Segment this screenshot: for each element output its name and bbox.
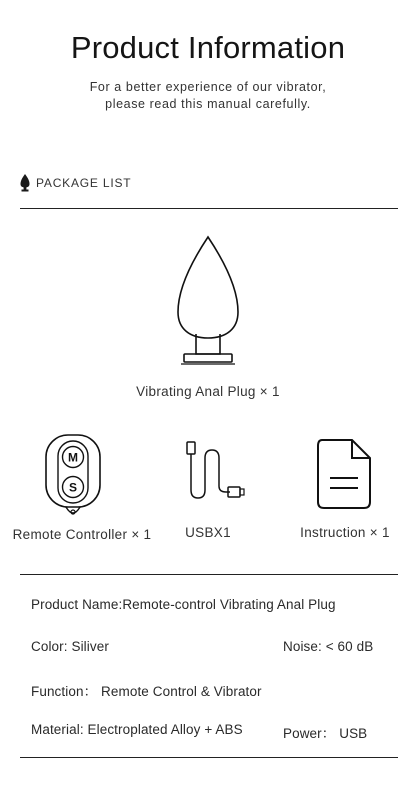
subtitle-line-1: For a better experience of our vibrator,	[89, 80, 327, 94]
spec-product-name: Product Name:Remote-control Vibrating Anal Plug	[31, 597, 336, 612]
divider-top	[20, 208, 398, 209]
divider-bottom	[20, 757, 398, 758]
remote-controller-illustration	[44, 433, 102, 519]
spec-function: Function： Remote Control & Vibrator	[31, 684, 262, 699]
plug-icon	[20, 174, 30, 192]
main-item-caption: Vibrating Anal Plug × 1	[136, 384, 280, 399]
page-subtitle	[0, 79, 416, 113]
instruction-caption: Instruction × 1	[300, 525, 390, 540]
instruction-document-icon	[316, 438, 372, 510]
anal-plug-illustration	[168, 232, 248, 378]
remote-button-s-label: S	[68, 480, 78, 495]
page-title: Product Information	[70, 30, 346, 65]
remote-button-m-label: M	[68, 450, 78, 465]
remote-controller-caption: Remote Controller × 1	[12, 527, 152, 542]
spec-noise: Noise: < 60 dB	[283, 639, 374, 654]
divider-middle	[20, 574, 398, 575]
spec-material: Material: Electroplated Alloy + ABS	[31, 722, 243, 737]
usb-caption: USBX1	[185, 525, 231, 540]
spec-power: Power： USB	[283, 726, 368, 741]
package-list-header	[20, 172, 131, 194]
package-list-label: PACKAGE LIST	[36, 176, 132, 190]
subtitle-line-2: please read this manual carefully.	[105, 97, 311, 111]
usb-cable-illustration	[182, 440, 246, 510]
spec-color: Color: Siliver	[31, 639, 109, 654]
